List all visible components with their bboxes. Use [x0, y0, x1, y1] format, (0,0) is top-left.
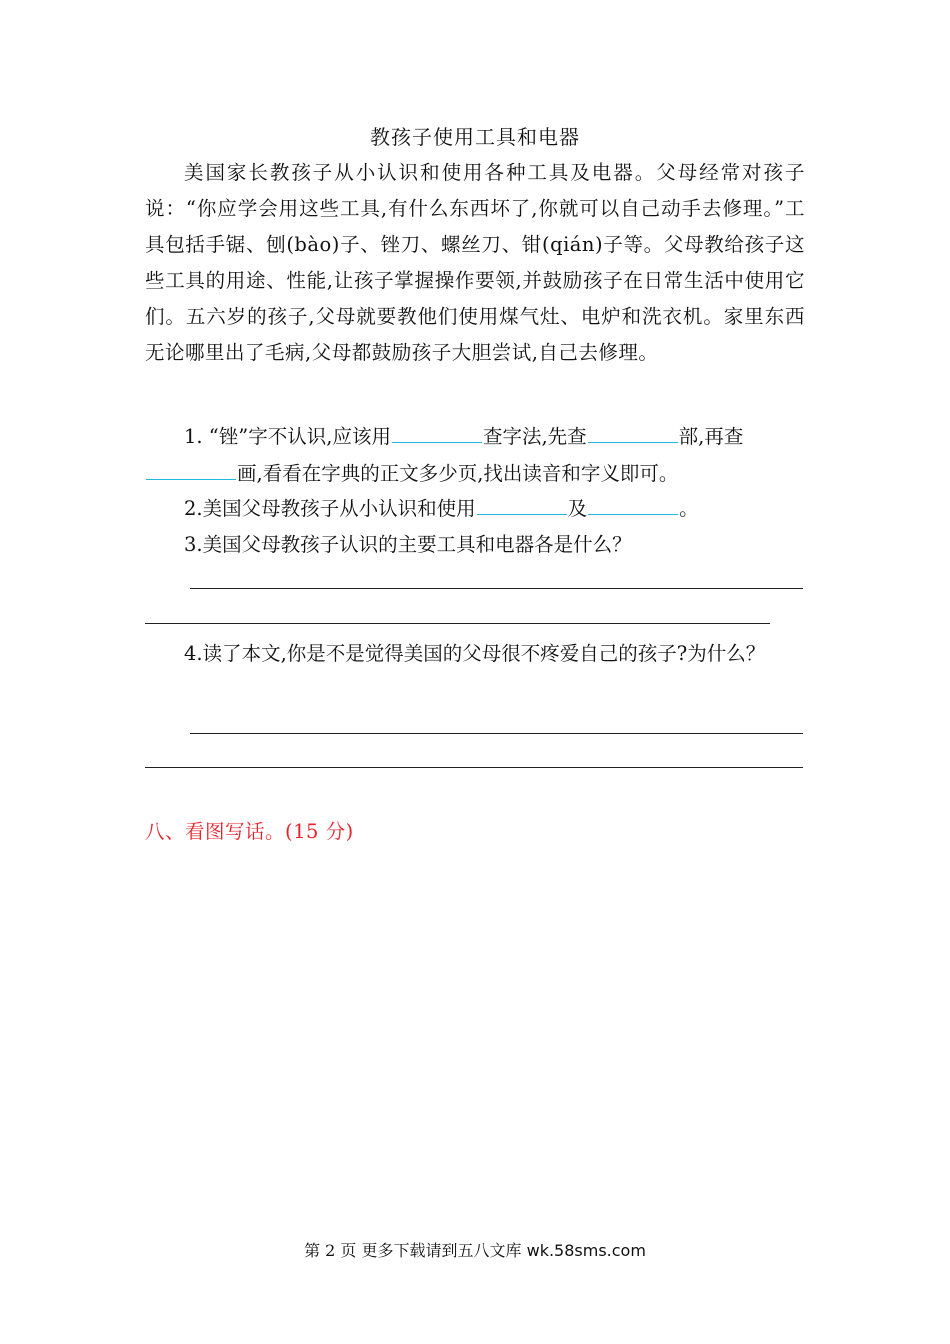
- article-passage: [145, 155, 805, 371]
- answer-line-3a[interactable]: [190, 588, 803, 589]
- question-3: [145, 527, 805, 563]
- question-1-text-d: 画,看看在字典的正文多少页,找出读音和字义即可。: [237, 462, 679, 485]
- question-2: [145, 490, 805, 527]
- question-2-text-c: 。: [679, 497, 699, 520]
- article-title: 教孩子使用工具和电器: [370, 125, 580, 149]
- section-8-heading: 八、看图写话。(15 分): [145, 820, 354, 843]
- page-footer: [0, 1238, 950, 1264]
- question-1: [145, 418, 805, 492]
- question-1-text-a: 1. “锉”字不认识,应该用: [184, 425, 391, 448]
- answer-line-4b[interactable]: [145, 767, 803, 768]
- question-1-blank-strokes[interactable]: [146, 455, 236, 480]
- answer-line-3b[interactable]: [145, 623, 770, 624]
- article-paragraph: 美国家长教孩子从小认识和使用各种工具及电器。父母经常对孩子说：“你应学会用这些工具,有什么东西坏了,你就可以自己动手去修理。”工具包括手锯、刨(bào)子、锉刀、螺丝刀、钳(qián)子等。父母教给孩子这些工具的用途、性能,让孩子掌握操作要领,并鼓励孩子在日常生活中使用它们。五六岁的孩子,父母就要教他们使用煤气灶、电炉和洗衣机。家里东西无论哪里出了毛病,父母都鼓励孩子大胆尝试,自己去修理。: [145, 161, 805, 364]
- question-3-text: 3.美国父母教孩子认识的主要工具和电器各是什么？: [184, 533, 632, 556]
- question-1-text-c: 部,再查: [678, 425, 744, 448]
- answer-line-4a[interactable]: [190, 733, 803, 734]
- question-2-blank-tools[interactable]: [477, 490, 567, 515]
- question-1-blank-method[interactable]: [392, 418, 482, 443]
- question-4: [145, 636, 805, 672]
- question-2-text-b: 及: [567, 497, 588, 520]
- footer-site-link[interactable]: wk.58sms.com: [526, 1241, 646, 1260]
- question-1-text-b: 查字法,先查: [482, 425, 587, 448]
- footer-text: 第 2 页 更多下载请到五八文库: [304, 1241, 527, 1260]
- question-2-text-a: 2.美国父母教孩子从小认识和使用: [184, 497, 476, 520]
- question-2-blank-appliances[interactable]: [588, 490, 678, 515]
- question-1-blank-radical[interactable]: [588, 418, 678, 443]
- question-4-text: 4.读了本文,你是不是觉得美国的父母很不疼爱自己的孩子?为什么？: [184, 642, 766, 665]
